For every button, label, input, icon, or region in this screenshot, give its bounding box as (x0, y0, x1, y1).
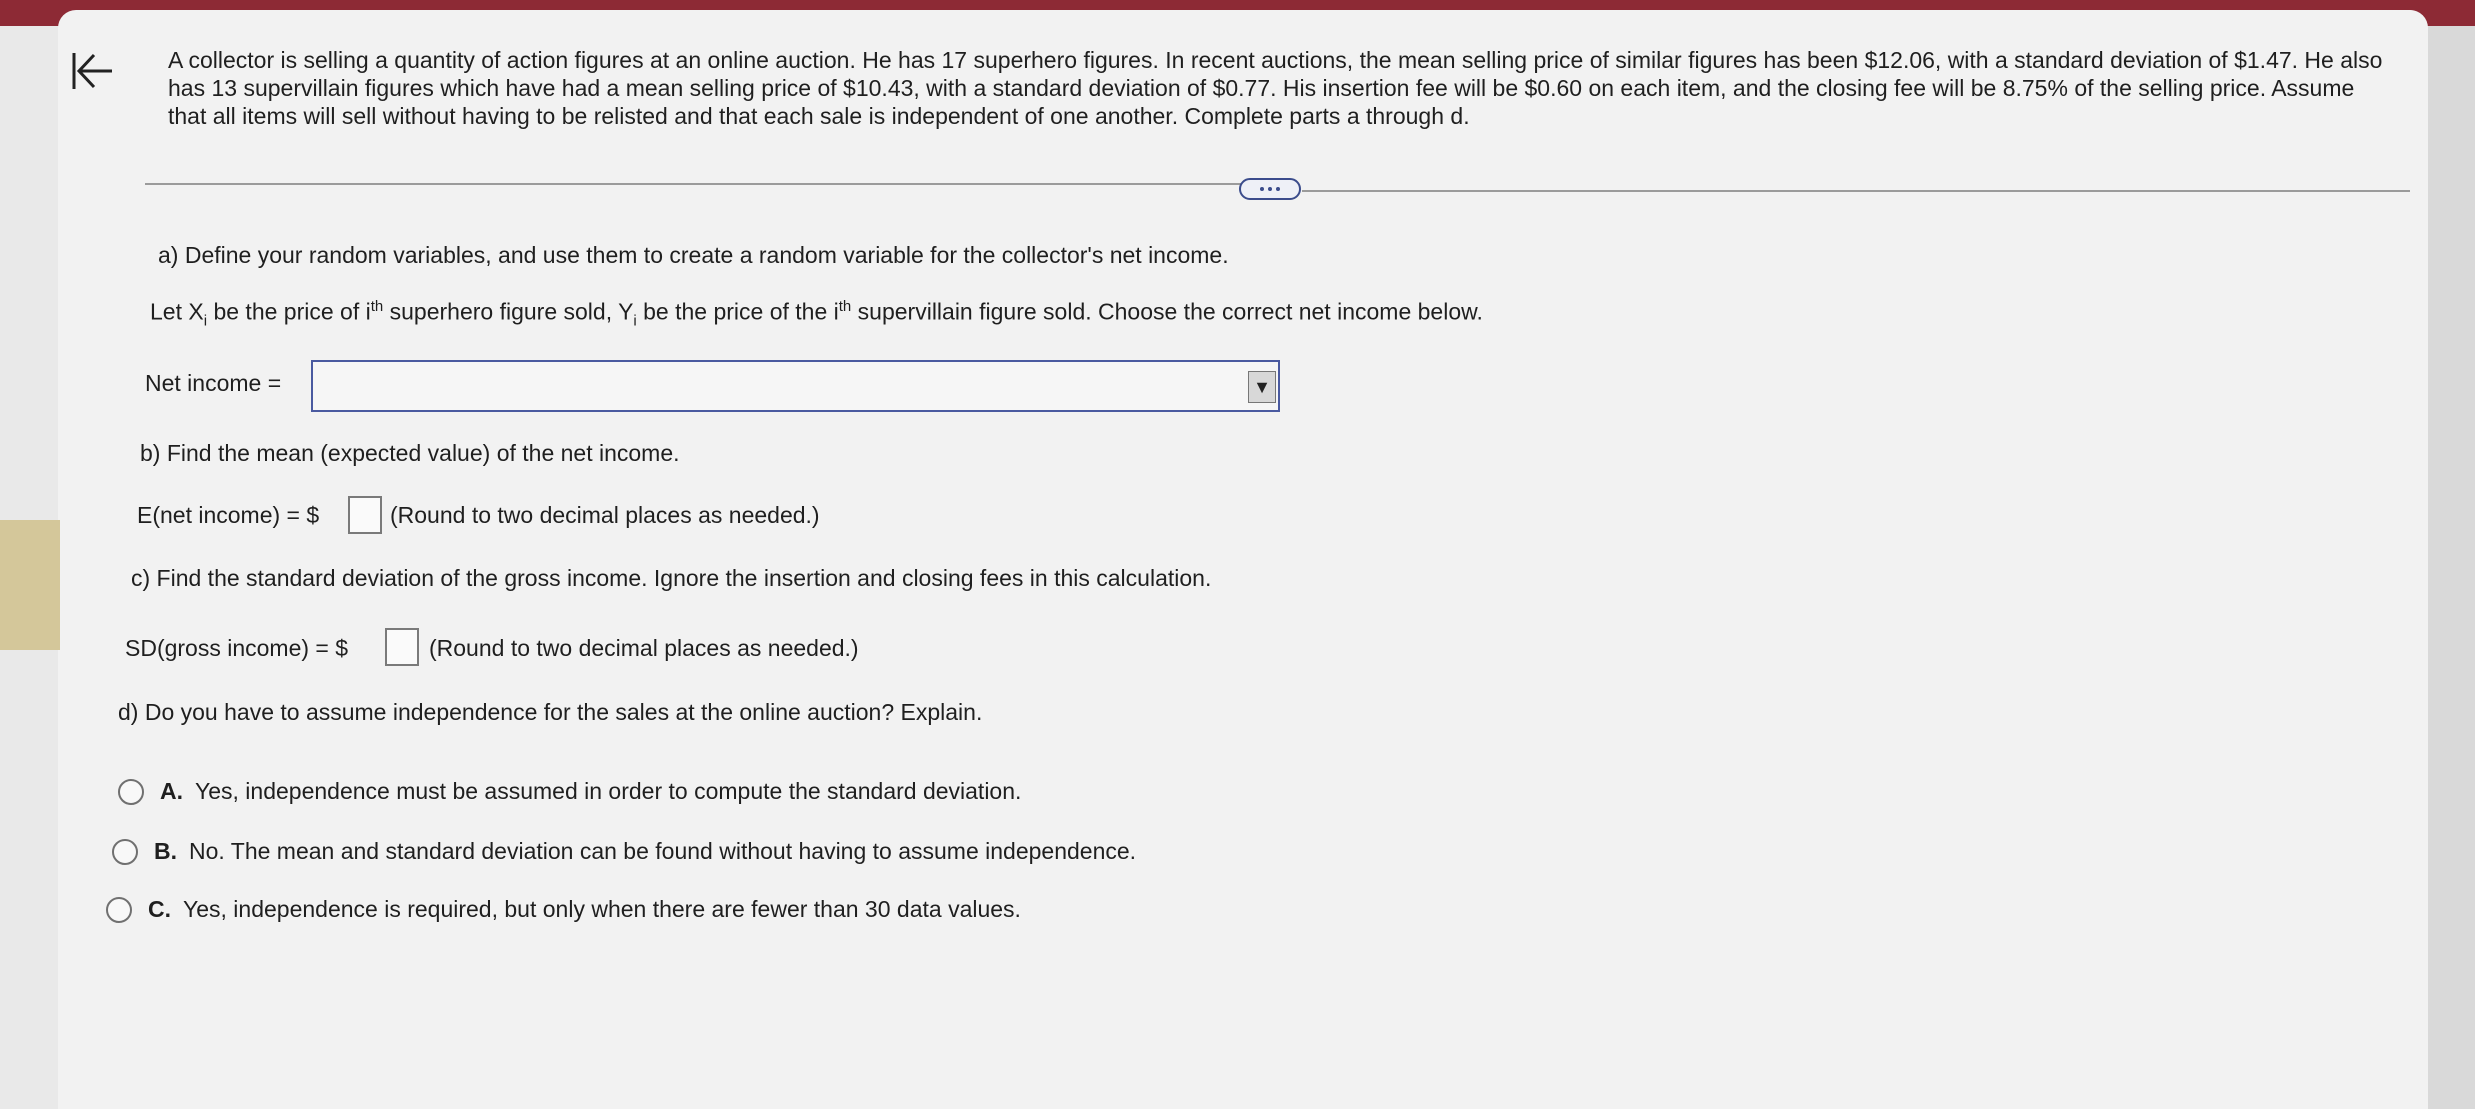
mean-answer-input[interactable] (348, 496, 382, 534)
radio-button[interactable] (118, 779, 144, 805)
section-divider (145, 183, 1242, 185)
ellipsis-icon (1260, 187, 1264, 191)
mean-rounding-hint: (Round to two decimal places as needed.) (390, 502, 820, 528)
net-income-label: Net income = (145, 370, 282, 396)
random-variable-definition: Let $X_i$ be the price of $i^{th}$ superhero figure sold, $Y_i$ be the price of the $i^{th}$ supervillain figure sold. Choose the correct net income below. (150, 298, 1483, 330)
option-a[interactable]: A. Yes, independence must be assumed in order to compute the standard deviation. (118, 778, 1021, 805)
radio-button[interactable] (106, 897, 132, 923)
sd-label: SD(gross income) = $ (125, 635, 349, 661)
side-tab (0, 520, 60, 650)
problem-statement: A collector is selling a quantity of action figures at an online auction. He has 17 superhero figures. In recent auctions, the mean selling price of similar figures has been $12.06, with a standard deviation of $1.47. He also has 13 supervillain figures which have had a mean selling price of $10.43, with a standard deviation of $0.77. His insertion fee will be $0.60 on each item, and the closing fee will be 8.75% of the selling price. Assume that all items will sell without having to be relisted and that each sale is independent of one another. Complete parts a through d. (168, 47, 2383, 129)
mean-label: E(net income) = $ (137, 502, 320, 528)
radio-button[interactable] (112, 839, 138, 865)
section-divider (1302, 190, 2410, 192)
chevron-down-icon[interactable]: ▼ (1248, 371, 1276, 403)
part-b-question: b) Find the mean (expected value) of the net income. (140, 440, 680, 466)
back-button[interactable] (68, 46, 116, 96)
right-edge (2428, 26, 2475, 1109)
sd-answer-input[interactable] (385, 628, 419, 666)
part-a-question: a) Define your random variables, and use them to create a random variable for the collector's net income. (158, 242, 1229, 268)
option-c[interactable]: C. Yes, independence is required, but only when there are fewer than 30 data values. (106, 896, 1021, 923)
sd-rounding-hint: (Round to two decimal places as needed.) (429, 635, 859, 661)
option-b[interactable]: B. No. The mean and standard deviation can be found without having to assume independence. (112, 838, 1136, 865)
net-income-dropdown[interactable] (311, 360, 1280, 412)
part-c-question: c) Find the standard deviation of the gross income. Ignore the insertion and closing fees in this calculation. (131, 565, 1212, 591)
part-d-question: d) Do you have to assume independence for the sales at the online auction? Explain. (118, 699, 983, 725)
back-to-start-arrow-icon (70, 49, 114, 93)
content-panel (58, 10, 2428, 1109)
show-more-button[interactable] (1239, 178, 1301, 200)
